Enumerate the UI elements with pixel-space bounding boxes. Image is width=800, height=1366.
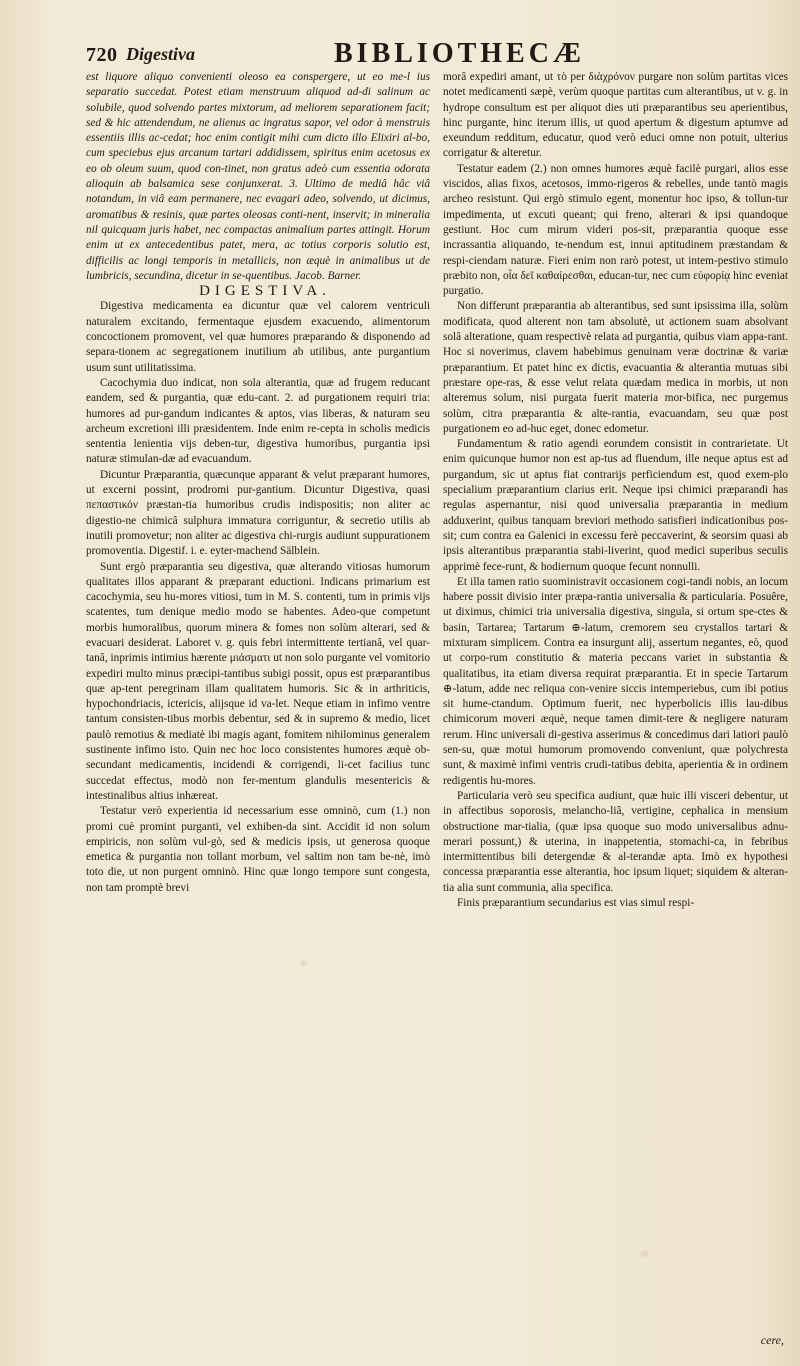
section-heading: DIGESTIVA. (199, 283, 331, 300)
running-head: Digestiva (126, 44, 195, 64)
paragraph: Particularia verò seu specifica audiunt, quæ huic illi visceri debentur, ut in affectibus soporosis, melancho-liâ, vertigine, cephalica in mensium obstructione mar-tialia, (quæ ipsa quoque suo modo universalibus adnu-merari possunt,) & uterina, in inappetentia, stomachi-ca, in febribus intermittentibus bili detergendæ & al-terandæ apta. Imò ex hypothesi concessa præparantia esse alterantia, hoc ipsum liquet; siquidem & alteran-tia alia sunt communia, alia specifica. (443, 789, 788, 894)
paragraph: Fundamentum & ratio agendi eorundem consistit in contrarietate. Ut enim quicunque humor non est ap-tus ad fluendum, ille neque aptus est ad purgandum, sic ut aptus fiat contrarijs perficiendum est, quod exem-plo specialium præparantium clarius erit. Neque ipsi chimici præparandi has regulas aspernantur, nisi quod universalia præparantia in medium adduxerint, quibus tanquam breviori methodo satisfieri indicationibus pos-sit; cum contra ea Galenici in excessu ferè peccaverint, & seorsim quasi ab ipsis alterantibus præparantia stabi-liverint, quod medici superibus seculis apprimè fece-runt, & hodiernum quoque fecunt nonnulli. (443, 438, 788, 573)
journal-title: BIBLIOTHECÆ (334, 38, 585, 69)
right-column (443, 70, 788, 911)
paragraph: Cacochymia duo indicat, non sola alterantia, quæ ad frugem reducant eandem, sed & purgantia, quæ edu-cant. 2. ad purgationem requiri tria: humores ad pur-gandum indicantes & aptos, vias liberas, & naturam seu archeum excretioni illi præsidentem. Inde enim re-cepta in scholis medicis sententia lenientia vijs deben-tur, digestiva humoribus, purgantia ipsi naturæ stimulan-dæ ad evacuandum. (86, 376, 430, 466)
paragraph: Et illa tamen ratio suoministravit occasionem cogi-tandi nobis, an locum habere possit divisio inter præpa-rantia universalia & particularia. Posuêre, ut diximus, chimici tria universalia digestiva, singula, si ortum spe-ctes & basin, Tartarea; Tartarum ⊕-latum, cremorem seu crystallos tartari & mixturam simplicem. Contra ea insurgunt alij, assertum negantes, eò, quod ut corpo-rum constitutio & materia peccans variet in substantia & qualitatibus, ita etiam diversa requirat præparantia. Et in specie Tartarum ⊕-latum, adde nec reliqua con-venire siccis intemperiebus, cum ibi potius sit hume-ctandum. Optimum fuerit, nec hyperbolicis illis lau-dibus chimicorum moveri æquè, neque tamen dimit-tere & negligere naturam rerum. Hinc universali di-gestiva asserimus & concedimus dari latiori paulò sen-su, quæ motui humorum promovendo conveniunt, quæ polychresta sunt, & maximè infimi ventris crudi-tatibus debita, aperientia & in ordinem redigentis hu-mores. (443, 575, 788, 787)
catchword: cere, (760, 1333, 784, 1347)
paragraph: Non differunt præparantia ab alterantibus, sed sunt ipsissima illa, solùm modificata, quod alterent non tam absolutè, ut actionem suam absolvant solâ alteratione, quam respectivè relata ad purgantia, quibus viam appa-rant. Hoc si noverimus, clavem habebimus genuinam veræ doctrinæ & variæ præparantium. Et patet hinc ex dictis, evacuantia & alterantia mutuas sibi præstare ope-ras, & esse velut relata quædam medica in morbis, ut non alteremus solum, nisi purgata fuerit materia mor-bifica, nec purgemus solùm, citra præparantia & alte-rantia, evacuandam, seu quæ post purgationem eo ad-huc eget, donec edometur. (443, 300, 788, 435)
paragraph: Finis præparantium secundarius est vias simul respi- (457, 897, 695, 910)
left-column (86, 70, 430, 896)
page-number: 720 (86, 44, 118, 66)
paragraph: Testatur eadem (2.) non omnes humores æquè facilè purgari, alios esse viscidos, alias fixos, acetosos, immo-rigeros & rebelles, unde tantò magis archeo resistunt. Qui ergò stimulo egent, monentur hoc ipso, & tollun-tur impedimenta, ut excuti queant; qui freno, alterari & ipsi quandoque gestiunt. Hoc cum mirum videri pos-sit, præparantia quoque esse incrassantia aliquando, te-nendum est, innui aptitudinem præstandam & respi-ciendam naturæ. Fieri enim non rarò potest, ut intem-pestivo stimulo præbito non, οἷα δεῖ καθαίρεσθαι, educan-tur, nec cum εὐφορίᾳ hinc eveniat purgatio. (443, 162, 788, 298)
paragraph: Dicuntur Præparantia, quæcunque apparant & velut præparant humores, ut excerni possint, prodromi pur-gantium. Dicuntur Digestiva, quasi πεπαστικόν præstan-tia humoribus crudis indispositis; non aliter ac digestio-ne chimicâ sulphura immatura corriguntur, & secretio utilis ab inutili promovetur; non aliter ac digestiva chi-rurgis audiunt suppurationem promoventia. Digestif. i. e. eyter-machend Sälblein. (86, 468, 430, 558)
page-header (86, 38, 786, 72)
paragraph: est liquore aliquo convenienti oleoso ea conspergere, ut eo me-l ius separatio succedat. Potest etiam menstruum aliquod ad-di salinum ac solubile, quod solvendo partes mixtorum, ad meliorem separationem facit; sed & hic attendendum, ne alienus ac ingratus sapor, vel odor à menstruis essentiis illis ac-cedat; hoc enim contigit mihi cum dicto illo Elixiri al-bo, cum speciebus ejus arcanum tartari addidissem, spiritus enim acetosus ex eo ob oleum suum, quod con-tinet, non gratus adeò cum essentia odorata alioquin ab balsamica sese conjunxerat. 3. Ultimo de mediâ hâc viâ notandum, in viâ eam permanere, nec evagari adeo, solvendo, ut dicimus, aromatibus & resinis, quæ partes oleosas conti-nent, inservit; in mineralia nil quicquam juris habet, nec compactas animalium partes attingit. Horum enim ut ex antecedentibus patet, mera, ac totius corporis solutio est, difficilis ac longi temporis in metallicis, non æquè in animalibus ut de lumbricis, secundina, dicetur in se-quentibus. Jacob. Barner. (86, 71, 430, 282)
paragraph: Testatur verò experientia id necessarium esse omninò, cum (1.) non promi cuè promint purganti, vel exhiben-da sint. Accidit id non solum empiricis, non solùm vul-gò, sed & medicis ipsis, ut generosa quoque emetica & purgantia non tollant morbum, vel saltim non tam be-nè, imò toto die, ut non purgent omninò. Hinc quæ longo tempore sunt congesta, non tam promptè brevi (86, 805, 430, 894)
paragraph: Digestiva medicamenta ea dicuntur quæ vel calorem ventriculi naturalem excitando, fermentaque ejusdem exacuendo, alimentorum concoctionem promovent, vel quæ humores præparando & disponendo ad separa-tionem ac segregationem inutilium ab utilibus, ante purgantium usum sunt utilitatissima. (86, 300, 430, 374)
paragraph: Sunt ergò præparantia seu digestiva, quæ alterando vitiosas humorum qualitates illos apparant & præparant eductioni. Indicans primarium est cacochymia, seu hu-mores vitiosi, tum in M. S. contenti, tum in primis vijs scatentes, tum denique medio modo se habentes. Adeo-que competunt morbis humoralibus, quorum minera & fomes non solùm alterari, sed & evacuari desiderat. Laboret v. g. quis febri intermittente tertianâ, vel quar-tanâ, inprimis intimius hærente μιάσματι ut non solo purgante vel vomitorio expediri multo minus præcipi-tantibus subigi possit, opus est præparantibus quæ ap-tent peregrinam illam qualitatem humoris. Sic & in arthriticis, hypochondriacis, ictericis, alijsque id va-let. Neque etiam in infimo ventre tantum consisten-tibus morbis debentur, sed & in supremo & medio, licet paulò remotius & mediatè ibi magis agant, fomitem nihilominus generalem sustinente infimo isto. Quin nec hoc loco consistentes humores æquè ob-secundant medicamentis, incidendi & corrigendi, li-cet facilius tunc succedat effectus, modò non fer-mentum glandulis mesentericis & intestinalibus altius inhæreat. (86, 560, 430, 802)
paragraph: morâ expediri amant, ut τὸ per διὰχρόνον purgare non solùm partitas vices notet medicamenti sæpè, verùm quoque partitas cum alterantibus, ut v. g. in hydrope consultum est per aliquot dies uti præparantibus seu aperientibus, hinc purgante, hinc iterum illis, ut quod apertum & digestum aptumve ad exeundum redditum, educatur, quod verò educi omne non potuit, ulterius corrigatur & alteretur. (443, 71, 788, 160)
